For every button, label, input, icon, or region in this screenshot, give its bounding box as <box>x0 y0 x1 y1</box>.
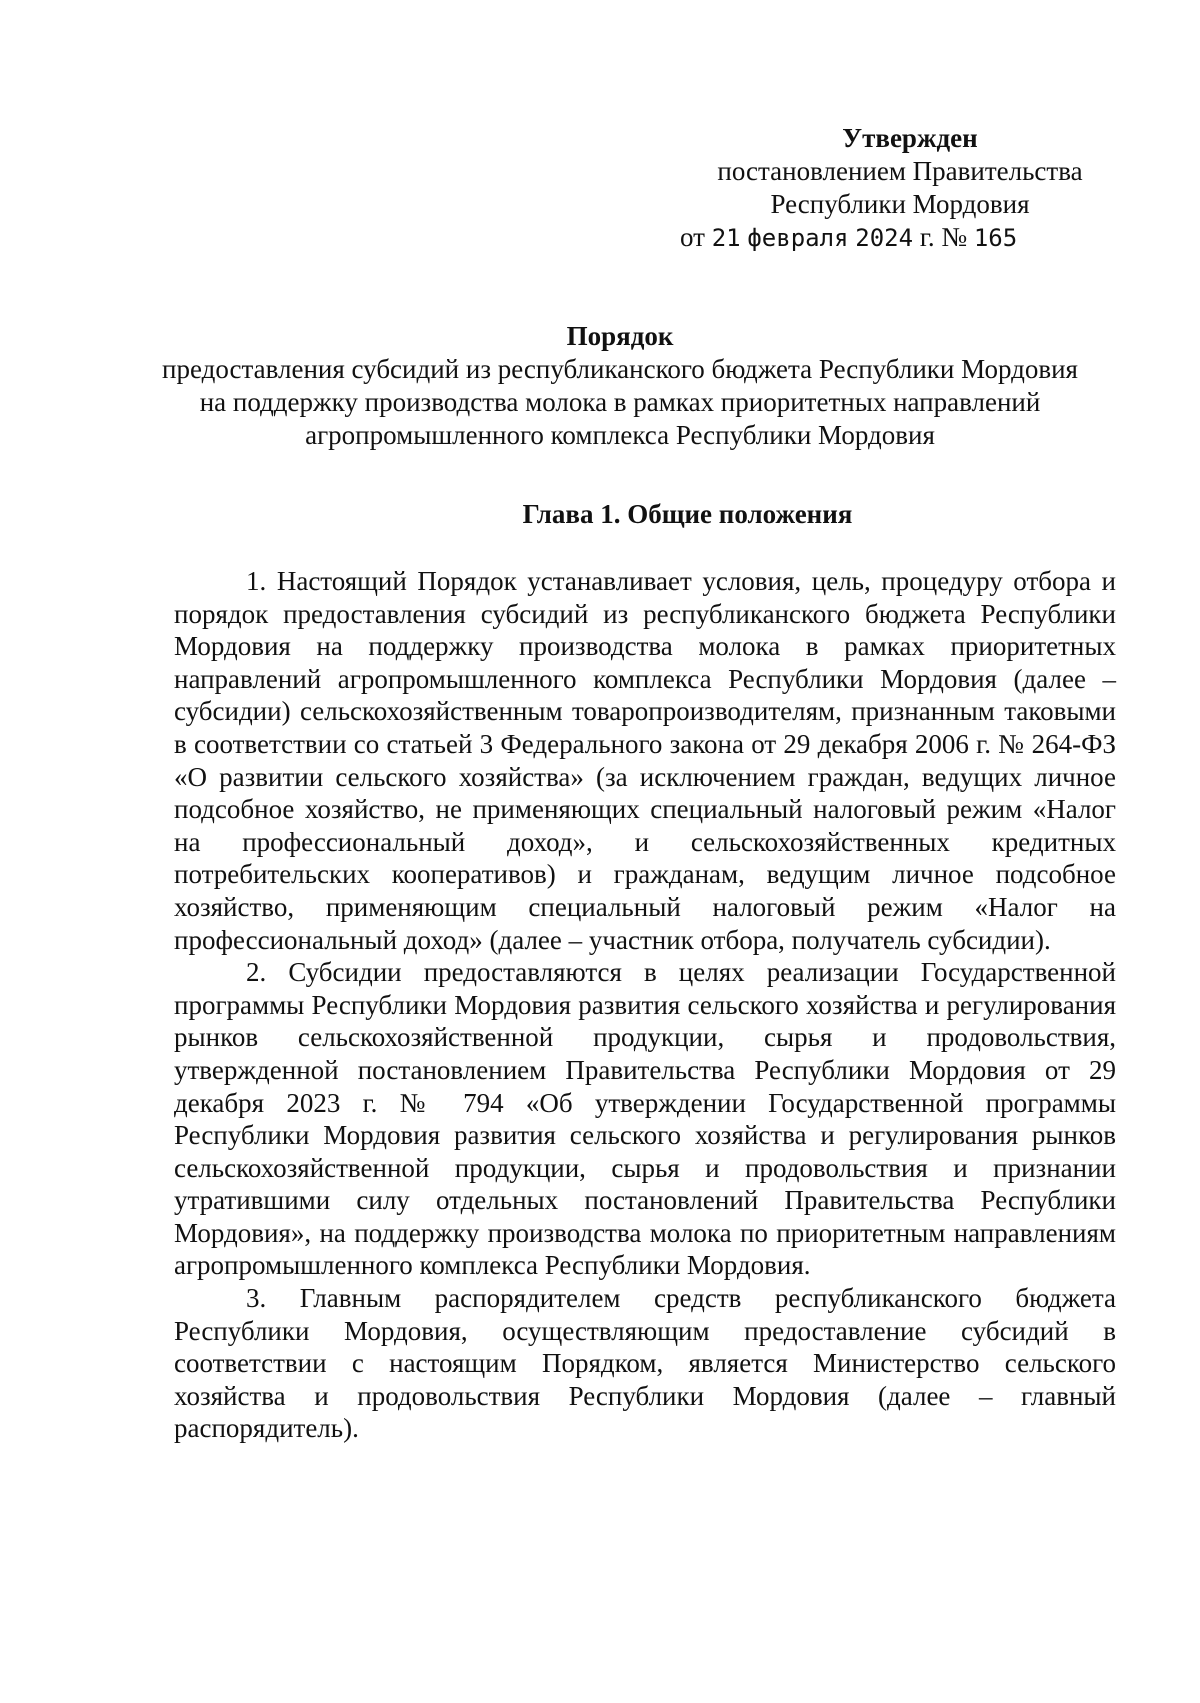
approval-line-1: постановлением Правительства <box>717 156 1083 186</box>
approval-date-line <box>680 221 1110 255</box>
approved-label: Утвержден <box>842 123 978 153</box>
document-number: 165 <box>973 224 1018 252</box>
chapter-heading: Глава 1. Общие положения <box>522 499 853 529</box>
paragraph-3: 3. Главным распорядителем средств республиканского бюджета Республики Мордовия, осуществляющим предоставление субсидий в соответствии с настоящим Порядком, является Министерство сельского хозяйства и продовольствия Республики Мордовия (далее – главный распорядитель). <box>174 1283 1116 1444</box>
paragraph-2: 2. Субсидии предоставляются в целях реализации Государственной программы Республики Мордовия развития сельского хозяйства и регулирования рынков сельскохозяйственной продукции, сырья и продовольствия, утвержденной постановлением Правительства Республики Мордовия от 29 декабря 2023 г. № 794 «Об утверждении Государственной программы Республики Мордовия развития сельского хозяйства и регулирования рынков сельскохозяйственной продукции, сырья и продовольствия и признании утратившими силу отдельных постановлений Правительства Республики Мордовия», на поддержку производства молока по приоритетным направлениям агропромышленного комплекса Республики Мордовия. <box>174 957 1116 1281</box>
title-block <box>150 320 1090 452</box>
date-prefix: от <box>680 222 705 252</box>
document-title: Порядок <box>566 321 674 351</box>
date-year-suffix: г. № <box>919 222 968 252</box>
date-year: 2024 <box>855 224 914 252</box>
date-month: февраля <box>747 224 849 252</box>
document-subtitle: предоставления субсидий из республиканского бюджета Республики Мордовия на поддержку производства молока в рамках приоритетных направлений агропромышленного комплекса Республики Мордовия <box>162 354 1078 450</box>
document-body <box>174 565 1116 1445</box>
approval-block <box>680 122 1110 255</box>
approval-line-2: Республики Мордовия <box>770 189 1030 219</box>
date-day: 21 <box>711 224 741 252</box>
paragraph-1: 1. Настоящий Порядок устанавливает условия, цель, процедуру отбора и порядок предоставления субсидий из республиканского бюджета Республики Мордовия на поддержку производства молока в рамках приоритетных направлений агропромышленного комплекса Республики Мордовия (далее – субсидии) сельскохозяйственным товаропроизводителям, признанным таковыми в соответствии со статьей 3 Федерального закона от 29 декабря 2006 г. № 264-ФЗ «О развитии сельского хозяйства» (за исключением граждан, ведущих личное подсобное хозяйство, не применяющих специальный налоговый режим «Налог на профессиональный доход», и сельскохозяйственных кредитных потребительских кооперативов) и гражданам, ведущим личное подсобное хозяйство, применяющим специальный налоговый режим «Налог на профессиональный доход» (далее – участник отбора, получатель субсидии). <box>174 566 1116 955</box>
